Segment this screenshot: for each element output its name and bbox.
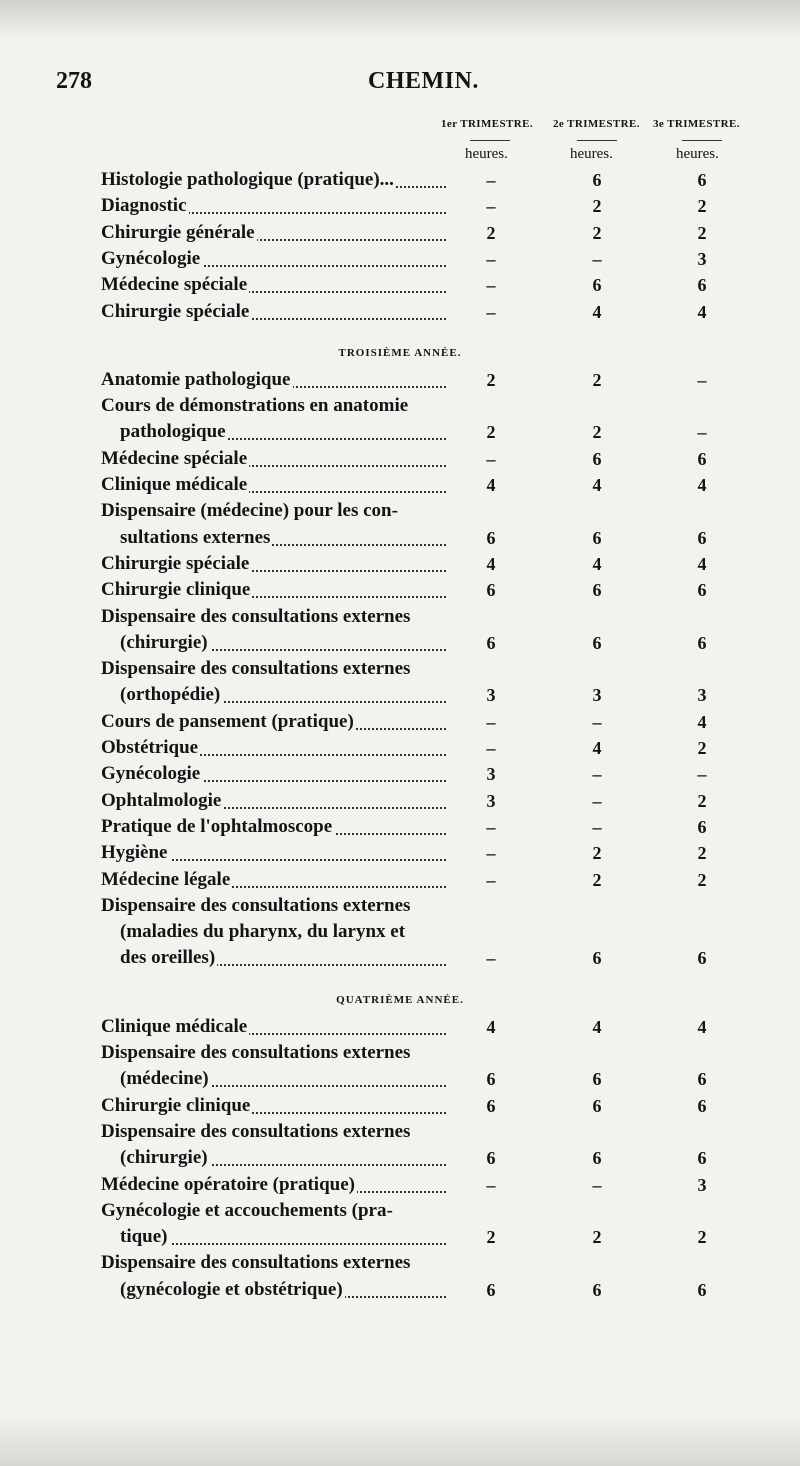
course-label-text: Cours de pansement (pratique) xyxy=(101,710,354,732)
table-row xyxy=(0,735,800,761)
course-label-text: Médecine opératoire (pratique) xyxy=(101,1173,355,1195)
hours-trimester-2: 4 xyxy=(592,301,602,322)
course-label xyxy=(101,220,446,246)
table-row xyxy=(0,299,800,325)
course-label xyxy=(101,893,446,919)
column-header-trimester-1: 1er TRIMESTRE. xyxy=(441,118,533,130)
table-row xyxy=(0,604,800,630)
course-label xyxy=(101,1119,446,1145)
course-label-text: Dispensaire (médecine) pour les con- xyxy=(101,500,398,522)
hours-trimester-1: – xyxy=(486,448,496,469)
course-label xyxy=(101,1250,446,1276)
course-label-text: Chirurgie spéciale xyxy=(101,300,250,322)
hours-trimester-2: 6 xyxy=(592,170,602,190)
course-label xyxy=(101,709,446,735)
hours-trimester-3: – xyxy=(697,764,707,785)
hours-trimester-3: 3 xyxy=(697,685,707,706)
hours-trimester-2: 2 xyxy=(592,222,602,243)
hours-trimester-3: 2 xyxy=(697,196,707,217)
course-label-text: Ophtalmologie xyxy=(101,789,222,811)
hours-trimester-3: 6 xyxy=(697,816,707,837)
hours-trimester-1: – xyxy=(486,816,496,837)
table-row xyxy=(0,551,800,577)
course-label-text: Cours de démonstrations en anatomie xyxy=(101,395,409,417)
hours-trimester-2: 4 xyxy=(592,1016,602,1037)
course-label-text: Gynécologie xyxy=(101,763,201,785)
hours-trimester-2: – xyxy=(592,1174,602,1195)
hours-trimester-3: 4 xyxy=(697,1016,707,1037)
hours-trimester-1: 6 xyxy=(486,1069,496,1090)
hours-trimester-1: 3 xyxy=(486,790,496,811)
column-header-trimester-2: 2e TRIMESTRE. xyxy=(553,118,640,130)
hours-trimester-3: 6 xyxy=(697,632,707,653)
hours-trimester-1: 6 xyxy=(486,1148,496,1169)
hours-trimester-2: 4 xyxy=(592,475,602,495)
course-label-text: (gynécologie et obstétrique) xyxy=(120,1278,343,1300)
course-label xyxy=(120,1224,446,1250)
hours-trimester-3: – xyxy=(697,422,707,443)
table-row xyxy=(0,246,800,272)
table-row xyxy=(0,761,800,787)
table-row xyxy=(0,682,800,708)
course-label xyxy=(120,630,446,656)
table-row xyxy=(0,1172,800,1198)
course-label xyxy=(101,735,446,761)
hours-trimester-3: 6 xyxy=(697,527,707,548)
unit-label-trimester-3: heures. xyxy=(676,146,719,162)
course-label-text: Médecine légale xyxy=(101,868,231,890)
table-row xyxy=(0,272,800,298)
hours-trimester-1: 4 xyxy=(486,475,496,495)
course-label-text: Chirurgie clinique xyxy=(101,579,251,601)
hours-trimester-3: 6 xyxy=(697,1069,707,1090)
unit-label-trimester-2: heures. xyxy=(570,146,613,162)
section-title: TROISIÈME ANNÉE. xyxy=(338,346,462,359)
course-label-text: Médecine spéciale xyxy=(101,274,248,296)
table-row xyxy=(0,419,800,445)
hours-trimester-3: 6 xyxy=(697,948,707,969)
course-label xyxy=(120,919,446,945)
course-label-text: (maladies du pharynx, du larynx et xyxy=(120,921,406,943)
course-label-text: Dispensaire des consultations externes xyxy=(101,605,411,627)
table-row xyxy=(0,446,800,472)
course-label-text: Obstétrique xyxy=(101,737,199,758)
page-bottom-shadow xyxy=(0,1416,800,1466)
hours-trimester-2: 6 xyxy=(592,580,602,601)
table-row xyxy=(0,1040,800,1066)
course-label xyxy=(101,246,446,272)
hours-trimester-3: 2 xyxy=(697,738,707,758)
course-label-text: Clinique médicale xyxy=(101,1015,248,1037)
hours-trimester-3: 6 xyxy=(697,1095,707,1116)
course-label-text: tique) xyxy=(120,1226,168,1248)
hours-trimester-1: 2 xyxy=(486,222,496,243)
table-row xyxy=(0,498,800,524)
table-row xyxy=(0,919,800,945)
hours-trimester-2: 2 xyxy=(592,422,602,443)
table-row xyxy=(0,709,800,735)
table-row xyxy=(0,1224,800,1250)
course-label-text: Gynécologie xyxy=(101,247,201,269)
hours-trimester-1: – xyxy=(486,1174,496,1195)
hours-trimester-1: 3 xyxy=(486,764,496,785)
table-row xyxy=(0,814,800,840)
hours-trimester-2: – xyxy=(592,790,602,811)
hours-trimester-1: – xyxy=(486,843,496,864)
table-row xyxy=(0,893,800,919)
course-label-text: Dispensaire des consultations externes xyxy=(101,1252,411,1274)
course-label xyxy=(101,788,446,814)
hours-trimester-2: 6 xyxy=(592,1279,602,1300)
hours-trimester-1: – xyxy=(486,275,496,296)
course-label-text: Anatomie pathologique xyxy=(101,368,291,390)
hours-trimester-3: 6 xyxy=(697,1279,707,1300)
course-label-text: Hygiène xyxy=(101,842,168,864)
hours-trimester-2: – xyxy=(592,816,602,837)
course-label xyxy=(101,1014,446,1040)
course-label xyxy=(101,1172,446,1198)
hours-trimester-3: – xyxy=(697,369,707,390)
hours-trimester-3: 6 xyxy=(697,580,707,601)
course-label-text: Dispensaire des consultations externes xyxy=(101,1120,411,1142)
column-rule-3 xyxy=(682,140,722,141)
course-label xyxy=(120,419,446,445)
course-label xyxy=(101,867,446,893)
course-label xyxy=(120,1145,446,1171)
hours-trimester-1: 6 xyxy=(486,1279,496,1300)
hours-trimester-3: 2 xyxy=(697,869,707,890)
table-row xyxy=(0,1145,800,1171)
hours-trimester-1: 2 xyxy=(486,1227,496,1248)
hours-trimester-1: 3 xyxy=(486,685,496,706)
hours-trimester-1: – xyxy=(486,196,496,217)
hours-trimester-1: 4 xyxy=(486,553,496,574)
course-label-text: (orthopédie) xyxy=(120,684,221,706)
course-label-text: (chirurgie) xyxy=(120,631,208,653)
hours-trimester-3: 4 xyxy=(697,301,707,322)
course-label xyxy=(101,367,446,393)
hours-trimester-2: 6 xyxy=(592,448,602,469)
course-label-text: Gynécologie et accouchements (pra- xyxy=(101,1199,393,1221)
hours-trimester-2: 6 xyxy=(592,1148,602,1169)
table-row xyxy=(0,945,800,971)
course-label-text: Dispensaire des consultations externes xyxy=(101,894,411,916)
table-row xyxy=(0,1119,800,1145)
table-row xyxy=(0,1066,800,1092)
course-label xyxy=(101,604,446,630)
hours-trimester-1: – xyxy=(486,948,496,969)
hours-trimester-1: 2 xyxy=(486,369,496,390)
table-row xyxy=(0,630,800,656)
hours-trimester-1: – xyxy=(486,711,496,732)
course-label xyxy=(101,167,446,193)
hours-trimester-1: – xyxy=(486,301,496,322)
hours-trimester-3: 2 xyxy=(697,222,707,243)
hours-trimester-2: 2 xyxy=(592,843,602,864)
course-label xyxy=(120,945,446,971)
course-label-text: (chirurgie) xyxy=(120,1147,208,1169)
course-label-text: Dispensaire des consultations externes xyxy=(101,658,411,680)
hours-trimester-2: – xyxy=(592,764,602,785)
page-top-shadow xyxy=(0,0,800,40)
hours-trimester-3: 6 xyxy=(697,448,707,469)
course-label xyxy=(101,1198,446,1224)
course-label-text: pathologique xyxy=(120,421,226,443)
table-row xyxy=(0,788,800,814)
hours-trimester-1: 6 xyxy=(486,1095,496,1116)
hours-trimester-3: 4 xyxy=(697,553,707,574)
hours-trimester-1: – xyxy=(486,248,496,269)
course-label-text: Chirurgie spéciale xyxy=(101,552,250,574)
table-row xyxy=(0,167,800,193)
hours-trimester-3: 3 xyxy=(697,248,707,269)
table-row xyxy=(0,472,800,498)
hours-trimester-2: 6 xyxy=(592,1069,602,1090)
hours-trimester-1: – xyxy=(486,869,496,890)
course-label xyxy=(101,498,446,524)
unit-label-trimester-1: heures. xyxy=(465,146,508,162)
hours-trimester-3: 6 xyxy=(697,1148,707,1169)
table-row xyxy=(0,1014,800,1040)
table-row xyxy=(0,1277,800,1303)
running-title: CHEMIN. xyxy=(368,68,479,94)
hours-trimester-3: 4 xyxy=(697,711,707,732)
table-row xyxy=(0,1250,800,1276)
hours-trimester-3: 6 xyxy=(697,275,707,296)
hours-trimester-2: 2 xyxy=(592,196,602,217)
table-row xyxy=(0,1198,800,1224)
hours-trimester-2: 2 xyxy=(592,869,602,890)
hours-trimester-1: – xyxy=(486,738,496,758)
course-label-text: des oreilles) xyxy=(120,947,216,969)
course-label xyxy=(101,761,446,787)
course-label xyxy=(101,472,446,498)
column-header-trimester-3: 3e TRIMESTRE. xyxy=(653,118,740,130)
table-row xyxy=(0,393,800,419)
course-label-text: Dispensaire des consultations externes xyxy=(101,1042,411,1063)
table-row xyxy=(0,656,800,682)
course-label-text: Chirurgie générale xyxy=(101,221,255,243)
course-label xyxy=(120,1066,446,1092)
hours-trimester-2: 3 xyxy=(592,685,602,706)
course-label-text: (médecine) xyxy=(120,1068,209,1090)
table-row xyxy=(0,1093,800,1119)
course-label xyxy=(101,577,446,603)
hours-trimester-3: 2 xyxy=(697,843,707,864)
course-label xyxy=(101,272,446,298)
hours-trimester-3: 6 xyxy=(697,170,707,190)
course-label xyxy=(101,814,446,840)
hours-trimester-3: 3 xyxy=(697,1174,707,1195)
course-label xyxy=(101,1040,446,1066)
table-row xyxy=(0,193,800,219)
hours-trimester-1: 6 xyxy=(486,632,496,653)
table-row xyxy=(0,220,800,246)
course-label-text: Clinique médicale xyxy=(101,474,248,495)
hours-trimester-2: – xyxy=(592,711,602,732)
hours-trimester-3: 4 xyxy=(697,475,707,495)
hours-trimester-2: 2 xyxy=(592,369,602,390)
table-row xyxy=(0,525,800,551)
hours-trimester-3: 2 xyxy=(697,1227,707,1248)
table-row xyxy=(0,577,800,603)
course-label xyxy=(120,682,446,708)
table-row xyxy=(0,367,800,393)
course-label xyxy=(101,446,446,472)
course-label-text: Histologie pathologique (pratique)... xyxy=(101,169,394,190)
course-label xyxy=(101,299,446,325)
hours-trimester-2: – xyxy=(592,248,602,269)
hours-trimester-1: 6 xyxy=(486,580,496,601)
course-label xyxy=(101,393,446,419)
course-label-text: Chirurgie clinique xyxy=(101,1094,251,1116)
course-label xyxy=(101,1093,446,1119)
course-label xyxy=(101,840,446,866)
course-label-text: Diagnostic xyxy=(101,195,187,217)
page-number: 278 xyxy=(56,68,92,94)
hours-trimester-2: 6 xyxy=(592,948,602,969)
course-label-text: sultations externes xyxy=(120,526,271,548)
hours-trimester-2: 2 xyxy=(592,1227,602,1248)
course-label-text: Pratique de l'ophtalmoscope xyxy=(101,815,333,837)
hours-trimester-3: 2 xyxy=(697,790,707,811)
hours-trimester-1: 6 xyxy=(486,527,496,548)
course-label xyxy=(120,1277,446,1303)
course-label xyxy=(120,525,446,551)
hours-trimester-1: – xyxy=(486,170,496,190)
column-rule-2 xyxy=(577,140,617,141)
course-label xyxy=(101,193,446,219)
hours-trimester-2: 6 xyxy=(592,1095,602,1116)
column-rule-1 xyxy=(470,140,510,141)
hours-trimester-2: 4 xyxy=(592,738,602,758)
hours-trimester-1: 2 xyxy=(486,422,496,443)
course-label xyxy=(101,656,446,682)
hours-trimester-1: 4 xyxy=(486,1016,496,1037)
course-label-text: Médecine spéciale xyxy=(101,447,248,469)
course-label xyxy=(101,551,446,577)
hours-trimester-2: 6 xyxy=(592,632,602,653)
table-row xyxy=(0,840,800,866)
hours-trimester-2: 6 xyxy=(592,275,602,296)
section-title: QUATRIÈME ANNÉE. xyxy=(336,993,464,1006)
hours-trimester-2: 6 xyxy=(592,527,602,548)
table-row xyxy=(0,867,800,893)
hours-trimester-2: 4 xyxy=(592,553,602,574)
